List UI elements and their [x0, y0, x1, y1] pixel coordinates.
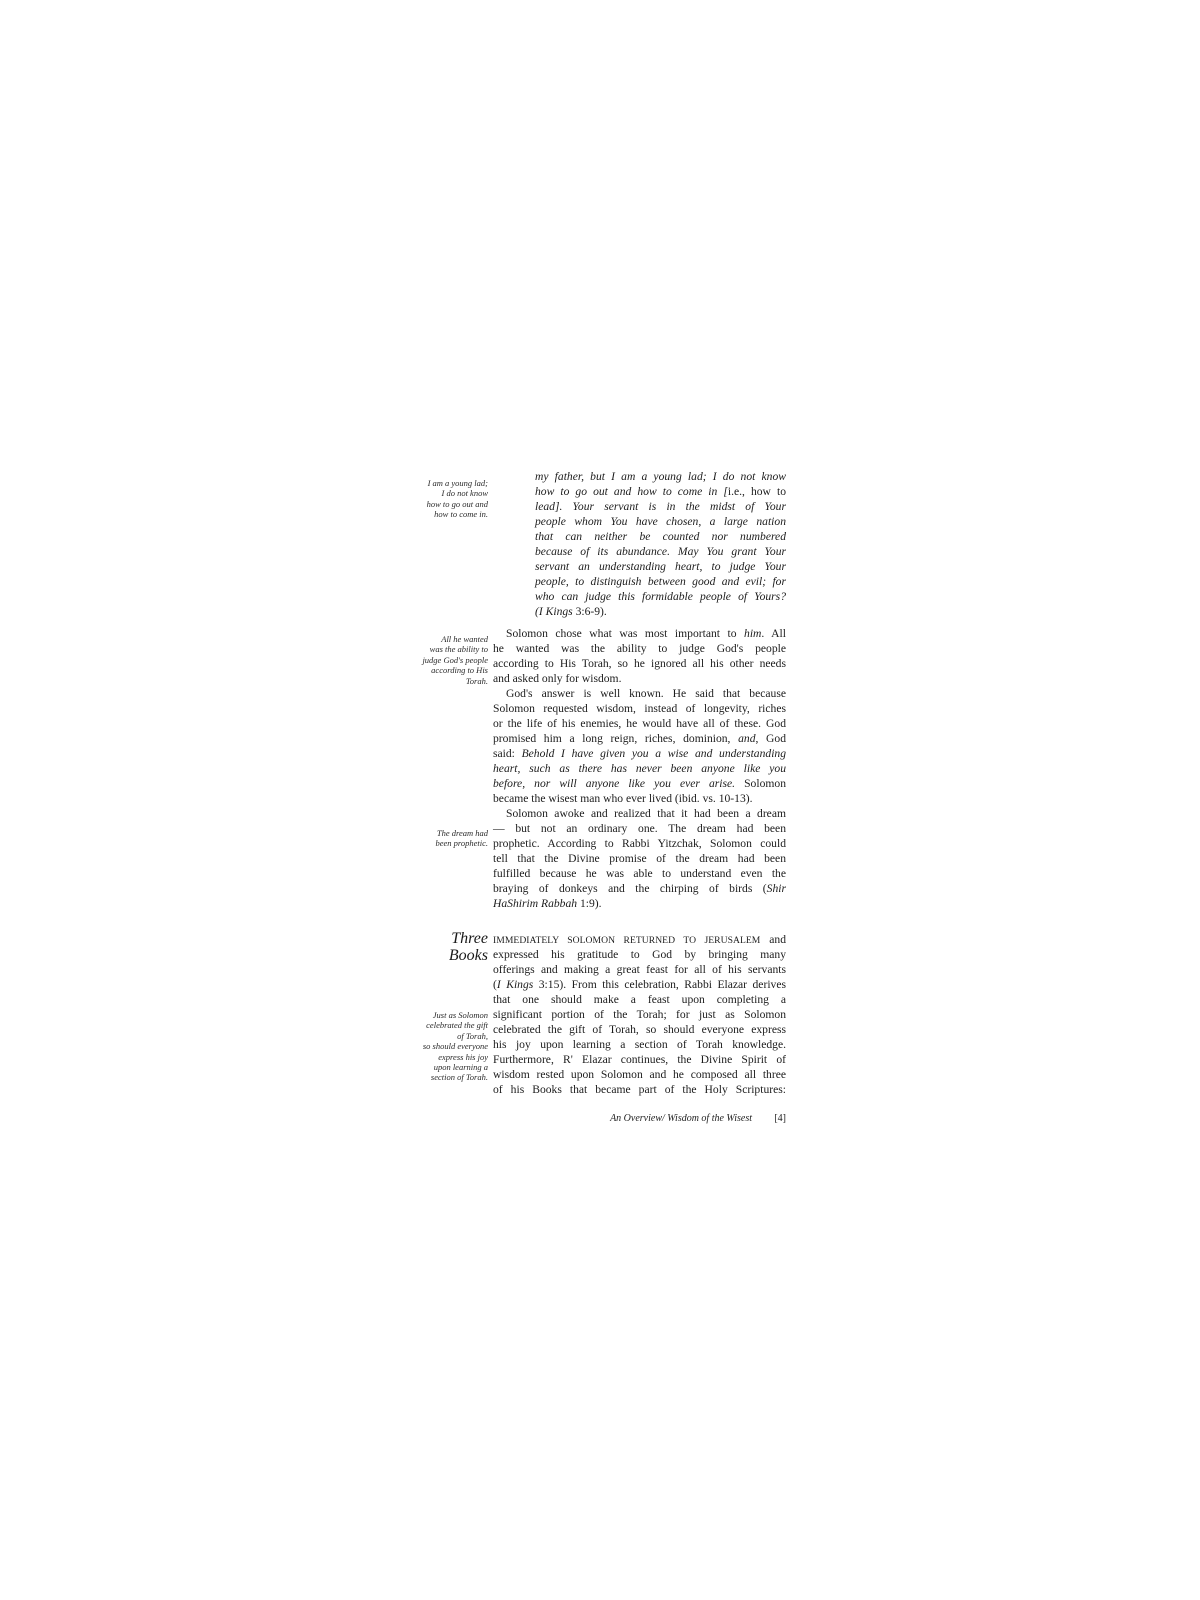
body-line: became the wisest man who ever lived (ibid. vs. 10-13). [493, 792, 753, 805]
text-run: and [760, 933, 787, 946]
body-line [493, 881, 786, 896]
body-line: and asked only for wisdom. [493, 672, 622, 685]
scripture-quote [535, 469, 786, 619]
text-run: braying of donkeys and the chirping of birds ( [493, 882, 767, 895]
text-run: 1:9). [577, 897, 602, 910]
side-note-line: how to come in. [434, 509, 488, 520]
quote-ref-book: (I Kings [535, 605, 573, 618]
body-line: fulfilled because he was able to understand even the [493, 867, 786, 880]
side-note-line: All he wanted [441, 634, 488, 644]
side-note-line: been prophetic. [435, 838, 488, 849]
body-line [493, 731, 786, 746]
side-note-line: so should everyone [422, 1041, 488, 1052]
side-note-line: The dream had [436, 828, 488, 838]
text-run: Solomon [735, 777, 786, 790]
body-line: Solomon awoke and realized that it had been a dream [506, 807, 786, 820]
quote-line [535, 484, 786, 499]
quote-line: people, to distinguish between good and evil; for [535, 575, 786, 588]
body-line: his joy upon learning a section of Torah knowledge. [493, 1038, 786, 1051]
quote-line: because of its abundance. May You grant Your [535, 545, 786, 558]
body-line [493, 977, 786, 992]
quote-line: my father, but I am a young lad; I do not know [535, 470, 786, 483]
body-line: he wanted was the ability to judge God's people [493, 642, 786, 655]
body-line [493, 626, 786, 641]
emphasis: I Kings [496, 978, 534, 991]
side-note-dream [388, 828, 488, 849]
quote-line: that can neither be counted nor numbered [535, 530, 786, 543]
side-note-line: of Torah, [457, 1030, 488, 1041]
side-note-line: how to go out and [426, 498, 488, 509]
heading-line: Three [451, 930, 488, 947]
small-caps-run: IMMEDIATELY SOLOMON RETURNED TO JERUSALEM [493, 935, 761, 946]
side-note-line: was the ability to [429, 644, 488, 655]
side-note-line: upon learning a [433, 1062, 488, 1073]
side-note-line: I do not know [441, 488, 488, 499]
quote-bracket-note: i.e., how to [727, 485, 786, 498]
body-line [493, 776, 786, 791]
text-run: . All [761, 627, 786, 640]
emphasis: before, nor will anyone like you ever arise. [493, 777, 736, 790]
quote-line: servant an understanding heart, to judge Your [535, 560, 786, 573]
text-run: said: [493, 747, 522, 760]
body-line: of his Books that became part of the Holy Scriptures: [493, 1083, 786, 1096]
body-line: celebrated the gift of Torah, so should everyone express [493, 1023, 786, 1036]
body-line: offerings and making a great feast for all of his servants [493, 963, 786, 976]
text-run: promised him a long reign, riches, dominion, [493, 732, 739, 745]
quote-text: how to go out and how to come in [ [535, 485, 728, 498]
side-note-line: express his joy [438, 1051, 488, 1062]
side-note-line: celebrated the gift [426, 1020, 488, 1031]
body-column-lower [493, 932, 786, 1097]
body-line: according to His Torah, so he ignored all his other needs [493, 657, 786, 670]
emphasis: and [738, 732, 756, 745]
body-line: significant portion of the Torah; for just as Solomon [493, 1008, 786, 1021]
emphasis: him [744, 627, 762, 640]
body-line: Furthermore, R' Elazar continues, the Divine Spirit of [493, 1053, 786, 1066]
side-note-line: judge God's people [422, 654, 488, 665]
body-line [493, 746, 786, 761]
body-line [493, 932, 786, 947]
page-number: [4] [774, 1113, 786, 1124]
running-footer-title: An Overview/ Wisdom of the Wisest [610, 1113, 752, 1124]
quote-ref-verse: 3:6-9). [572, 605, 607, 618]
body-line: prophetic. According to Rabbi Yitzchak, Solomon could [493, 837, 786, 850]
side-note-young-lad [388, 478, 488, 520]
body-line: or the life of his enemies, he would have all of these. God [493, 717, 786, 730]
body-line: wisdom rested upon Solomon and he composed all three [493, 1068, 786, 1081]
side-note-ability [388, 634, 488, 686]
body-line: that one should make a feast upon completing a [493, 993, 786, 1006]
text-run: Solomon chose what was most important to [506, 627, 745, 640]
body-line: God's answer is well known. He said that because [506, 687, 786, 700]
side-note-line: Torah. [465, 675, 488, 686]
body-line: — but not an ordinary one. The dream had been [493, 822, 786, 835]
body-line: Solomon requested wisdom, instead of longevity, riches [493, 702, 786, 715]
body-line [493, 761, 786, 776]
body-line: tell that the Divine promise of the dream had been [493, 852, 786, 865]
heading-line: Books [448, 947, 488, 964]
side-note-line: according to His [431, 665, 488, 676]
side-note-feast [388, 1010, 488, 1083]
quote-line: people whom You have chosen, a large nation [535, 515, 786, 528]
emphasis: Shir [766, 882, 786, 895]
body-line: expressed his gratitude to God by bringing many [493, 948, 786, 961]
emphasis: HaShirim Rabbah [493, 897, 578, 910]
quote-line: lead]. Your servant is in the midst of Your [535, 500, 786, 513]
emphasis: Behold I have given you a wise and understanding [521, 747, 787, 760]
text-run: 3:15). From this celebration, Rabbi Elazar derives [533, 978, 786, 991]
side-note-line: I am a young lad; [427, 478, 488, 488]
emphasis: heart, such as there has never been anyone like you [493, 762, 786, 775]
body-line [493, 896, 786, 911]
section-heading [388, 930, 488, 964]
body-column-upper [493, 626, 786, 911]
quote-line [535, 604, 786, 619]
side-note-line: section of Torah. [430, 1072, 488, 1083]
quote-line: who can judge this formidable people of Yours? [535, 590, 786, 603]
side-note-line: Just as Solomon [432, 1010, 488, 1020]
text-run: , God [755, 732, 787, 745]
text-run: ( [493, 978, 497, 991]
